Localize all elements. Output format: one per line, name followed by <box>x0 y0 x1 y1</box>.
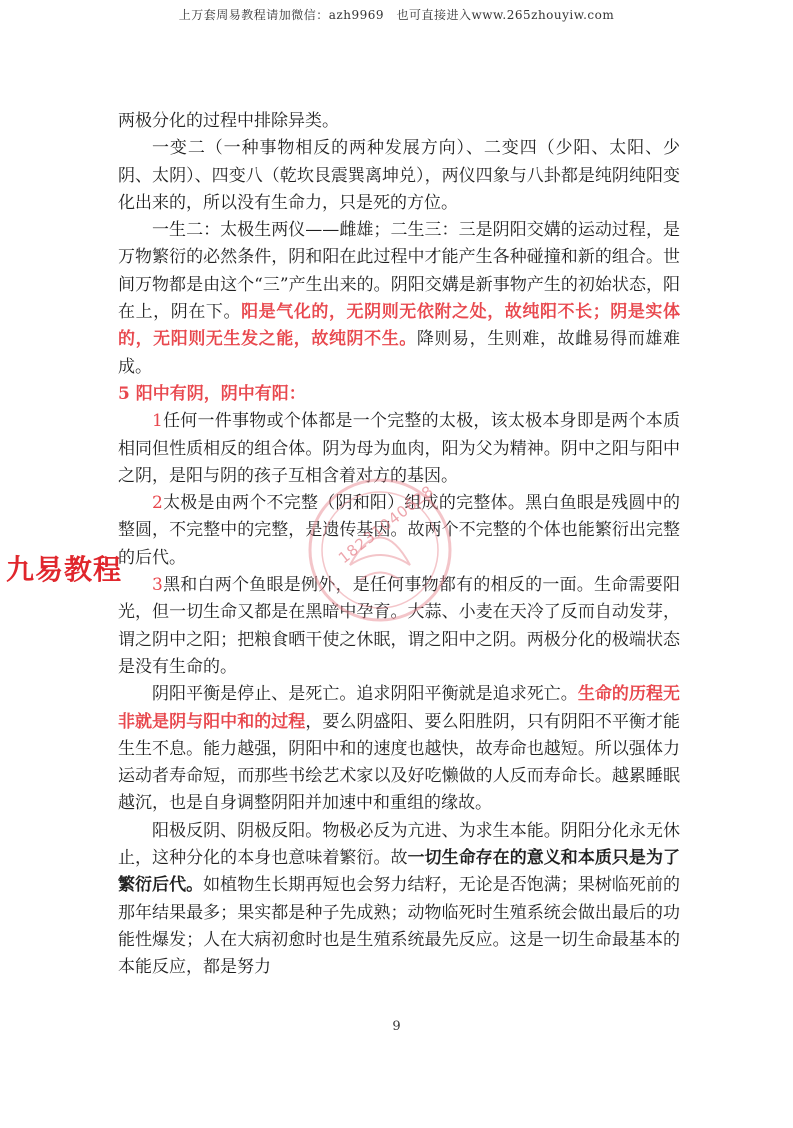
item-number-2: 2 <box>152 493 163 514</box>
highlight-yang-yin: 阳是气化的，无阴则无依附之处，故纯阳不长；阴是实体的，无阳则无生发之能，故纯阴不生。 <box>118 302 681 350</box>
highlight-life-process: 生命的历程无非就是阴与阳中和的过程 <box>118 684 681 732</box>
item-text-2: 太极是由两个不完整（阴和阳）组成的完整体。黑白鱼眼是残圆中的整圆，不完整中的完整，是遗传基因。故两个不完整的个体也能繁衍出完整的后代。 <box>118 493 680 568</box>
page-header: 上万套周易教程请加微信：azh9969 也可直接进入www.265zhouyiw.com <box>178 8 615 22</box>
paragraph-extreme <box>118 818 680 982</box>
item-text-1: 任何一件事物或个体都是一个完整的太极，该太极本身即是两个本质相同但性质相反的组合体。阴为母为血肉，阳为父为精神。阴中之阳与阳中之阴，是阳与阴的孩子互相含着对方的基因。 <box>118 411 680 486</box>
paragraph-sheng <box>118 217 680 381</box>
paragraph-sheng-text: 一生二：太极生两仪——雌雄；二生三：三是阴阳交媾的运动过程，是万物繁衍的必然条件，阴和阳在此过程中才能产生各种碰撞和新的组合。世间万物都是由这个“三”产生出来的。阴阳交媾是新事物产生的初始状态，阳在上，阴在下。 <box>118 220 680 323</box>
paragraph-continuation: 两极分化的过程中排除异类。 <box>118 111 339 131</box>
numbered-item-1 <box>118 408 680 490</box>
paragraph-sheng-tail: 降则易，生则难，故雌易得而雄难成。 <box>118 329 681 377</box>
paragraph-balance-text: 阴阳平衡是停止、是死亡。追求阴阳平衡就是追求死亡。 <box>152 684 578 705</box>
paragraph-balance <box>118 681 680 817</box>
paragraph-bian: 一变二（一种事物相反的两种发展方向）、二变四（少阳、太阳、少阴、太阴）、四变八（乾坎艮震巽离坤兑），两仪四象与八卦都是纯阴纯阳变化出来的，所以没有生命力，只是死的方位。 <box>118 138 680 213</box>
paragraph-extreme-tail: 如植物生长期再短也会努力结籽，无论是否饱满；果树临死前的那年结果最多；果实都是种子先成熟；动物临死时生殖系统会做出最后的功能性爆发；人在大病初愈时也是生殖系统最先反应。这是一切生命最基本的本能反应，都是努力 <box>118 875 680 978</box>
watermark-brand: 九易教程 <box>6 553 123 586</box>
item-text-3: 黑和白两个鱼眼是例外，是任何事物都有的相反的一面。生命需要阳光，但一切生命又都是在黑暗中孕育。大蒜、小麦在天冷了反而自动发芽，谓之阴中之阳；把粮食晒干使之休眠，谓之阳中之阴。两极分化的极端状态是没有生命的。 <box>118 575 680 677</box>
item-number-1: 1 <box>152 411 163 432</box>
highlight-meaning-of-life: 一切生命存在的意义和本质只是为了繁衍后代。 <box>118 848 680 896</box>
document-body <box>118 108 680 982</box>
section-heading: 5 阳中有阴，阴中有阳： <box>118 383 306 404</box>
numbered-item-3 <box>118 572 680 681</box>
stamp-number: 18231040628 <box>335 481 438 568</box>
paragraph-extreme-text: 阳极反阴、阴极反阳。物极必反为亢进、为求生本能。阴阳分化永无休止，这种分化的本身也意味着繁衍。故 <box>118 820 680 869</box>
item-number-3: 3 <box>152 575 163 596</box>
page-number: 9 <box>392 1019 401 1034</box>
paragraph-balance-tail: ，要么阴盛阳、要么阳胜阴，只有阴阳不平衡才能生生不息。能力越强，阴阳中和的速度也越快，故寿命也越短。所以强体力运动者寿命短，而那些书绘艺术家以及好吃懒做的人反而寿命长。越累睡眠越沉，也是自身调整阴阳并加速中和重组的缘故。 <box>118 711 680 814</box>
